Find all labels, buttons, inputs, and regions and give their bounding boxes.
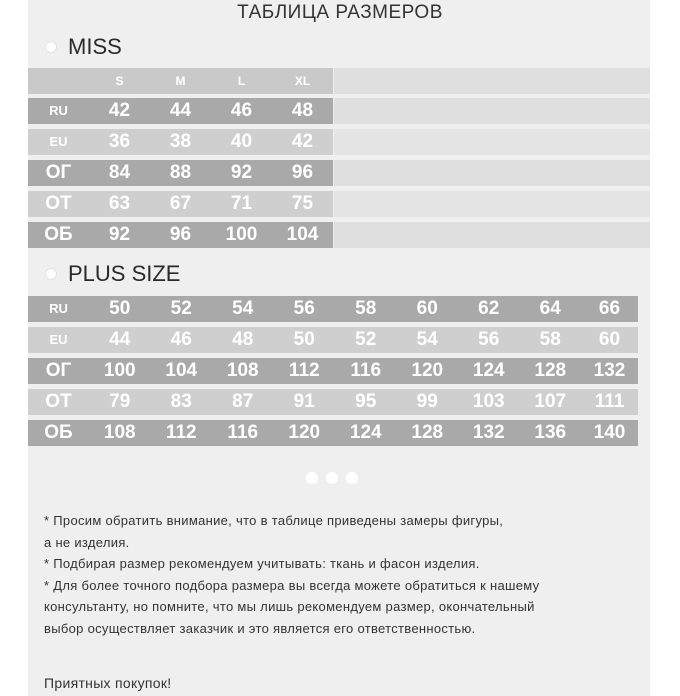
table-cell: 96 [150,222,211,248]
table-header-row [28,68,333,94]
table-cell: 104 [151,358,213,384]
header-cell-empty [28,68,89,94]
table-cell: 96 [272,160,333,186]
table-cell: 91 [274,389,336,415]
table-cell: 83 [151,389,213,415]
table-cell: 116 [335,358,397,384]
table-row [28,222,333,248]
size-header-cell: L [211,68,272,94]
table-cell: 44 [89,327,151,353]
dot-icon [306,472,318,484]
note-line: * Подбирая размер рекомендуем учитывать: ткань и фасон изделия. [44,556,480,571]
table-row [28,389,650,415]
row-label: EU [28,327,89,353]
table-cell: 100 [211,222,272,248]
table-cell: 120 [274,420,336,446]
table-cell: 40 [211,129,272,155]
table-cell: 48 [212,327,274,353]
table-cell: 108 [89,420,151,446]
table-cell: 92 [89,222,150,248]
table-row [28,420,650,446]
table-cell: 116 [212,420,274,446]
table-cell: 87 [212,389,274,415]
row-label: ОГ [28,358,89,384]
bullet-icon [46,269,56,279]
row-background [334,160,650,186]
miss-heading-label: MISS [68,34,122,59]
table-row [28,327,650,353]
table-cell: 95 [335,389,397,415]
table-cell: 104 [272,222,333,248]
note-line: консультанту, но помните, что мы лишь рекомендуем размер, окончательный [44,599,535,614]
table-row [28,296,650,322]
table-row [28,129,333,155]
table-cell: 132 [581,358,638,384]
table-cell: 108 [212,358,274,384]
table-cell: 38 [150,129,211,155]
table-cell: 54 [397,327,459,353]
row-label: RU [28,296,89,322]
closing-note: Приятных покупок! [44,675,172,691]
table-cell: 100 [89,358,151,384]
note-line: а не изделия. [44,534,130,550]
row-background [334,191,650,217]
row-background [334,222,650,248]
row-label: ОТ [28,191,89,217]
bullet-icon [46,42,56,52]
table-cell: 124 [335,420,397,446]
table-cell: 60 [397,296,459,322]
row-label: ОБ [28,420,89,446]
table-cell: 56 [458,327,520,353]
table-cell: 52 [151,296,213,322]
table-cell: 88 [150,160,211,186]
table-cell: 128 [520,358,582,384]
table-cell: 62 [458,296,520,322]
row-label: EU [28,129,89,155]
miss-section-heading [46,34,122,60]
table-cell: 46 [151,327,213,353]
table-cell: 120 [397,358,459,384]
table-cell: 66 [581,296,638,322]
table-cell: 71 [211,191,272,217]
plus-heading-label: PLUS SIZE [68,261,181,286]
table-cell: 128 [397,420,459,446]
table-cell: 99 [397,389,459,415]
row-background [334,129,650,155]
plus-section-heading [46,261,180,287]
table-cell: 54 [212,296,274,322]
row-label: RU [28,98,89,124]
note-line: выбор осуществляет заказчик и это является его ответственностью. [44,620,476,636]
table-cell: 58 [520,327,582,353]
notes-block [44,510,644,639]
table-cell: 64 [520,296,582,322]
table-cell: 136 [520,420,582,446]
table-cell: 58 [335,296,397,322]
row-label: ОБ [28,222,89,248]
table-row [28,160,333,186]
table-cell: 46 [211,98,272,124]
row-label: ОТ [28,389,89,415]
table-cell: 112 [274,358,336,384]
table-cell: 67 [150,191,211,217]
table-cell: 79 [89,389,151,415]
pagination-dots [306,472,358,484]
table-row [28,191,333,217]
row-label: ОГ [28,160,89,186]
row-background [334,68,650,94]
note-line: * Просим обратить внимание, что в таблице приведены замеры фигуры, [44,513,504,528]
size-header-cell: S [89,68,150,94]
table-cell: 42 [89,98,150,124]
page-title: ТАБЛИЦА РАЗМЕРОВ [237,2,443,23]
table-cell: 75 [272,191,333,217]
table-cell: 112 [151,420,213,446]
table-cell: 84 [89,160,150,186]
size-header-cell: XL [272,68,333,94]
size-header-cell: M [150,68,211,94]
table-cell: 60 [581,327,638,353]
row-background [334,98,650,124]
table-cell: 56 [274,296,336,322]
table-cell: 48 [272,98,333,124]
table-cell: 124 [458,358,520,384]
table-cell: 107 [520,389,582,415]
table-cell: 92 [211,160,272,186]
table-row [28,98,333,124]
table-cell: 36 [89,129,150,155]
note-line: * Для более точного подбора размера вы всегда можете обратиться к нашему [44,577,540,593]
dot-icon [326,472,338,484]
table-cell: 50 [274,327,336,353]
table-cell: 132 [458,420,520,446]
table-cell: 44 [150,98,211,124]
table-cell: 42 [272,129,333,155]
table-cell: 63 [89,191,150,217]
table-cell: 103 [458,389,520,415]
table-cell: 52 [335,327,397,353]
table-row [28,358,650,384]
table-cell: 140 [581,420,638,446]
dot-icon [346,472,358,484]
table-cell: 111 [581,389,638,415]
table-cell: 50 [89,296,151,322]
